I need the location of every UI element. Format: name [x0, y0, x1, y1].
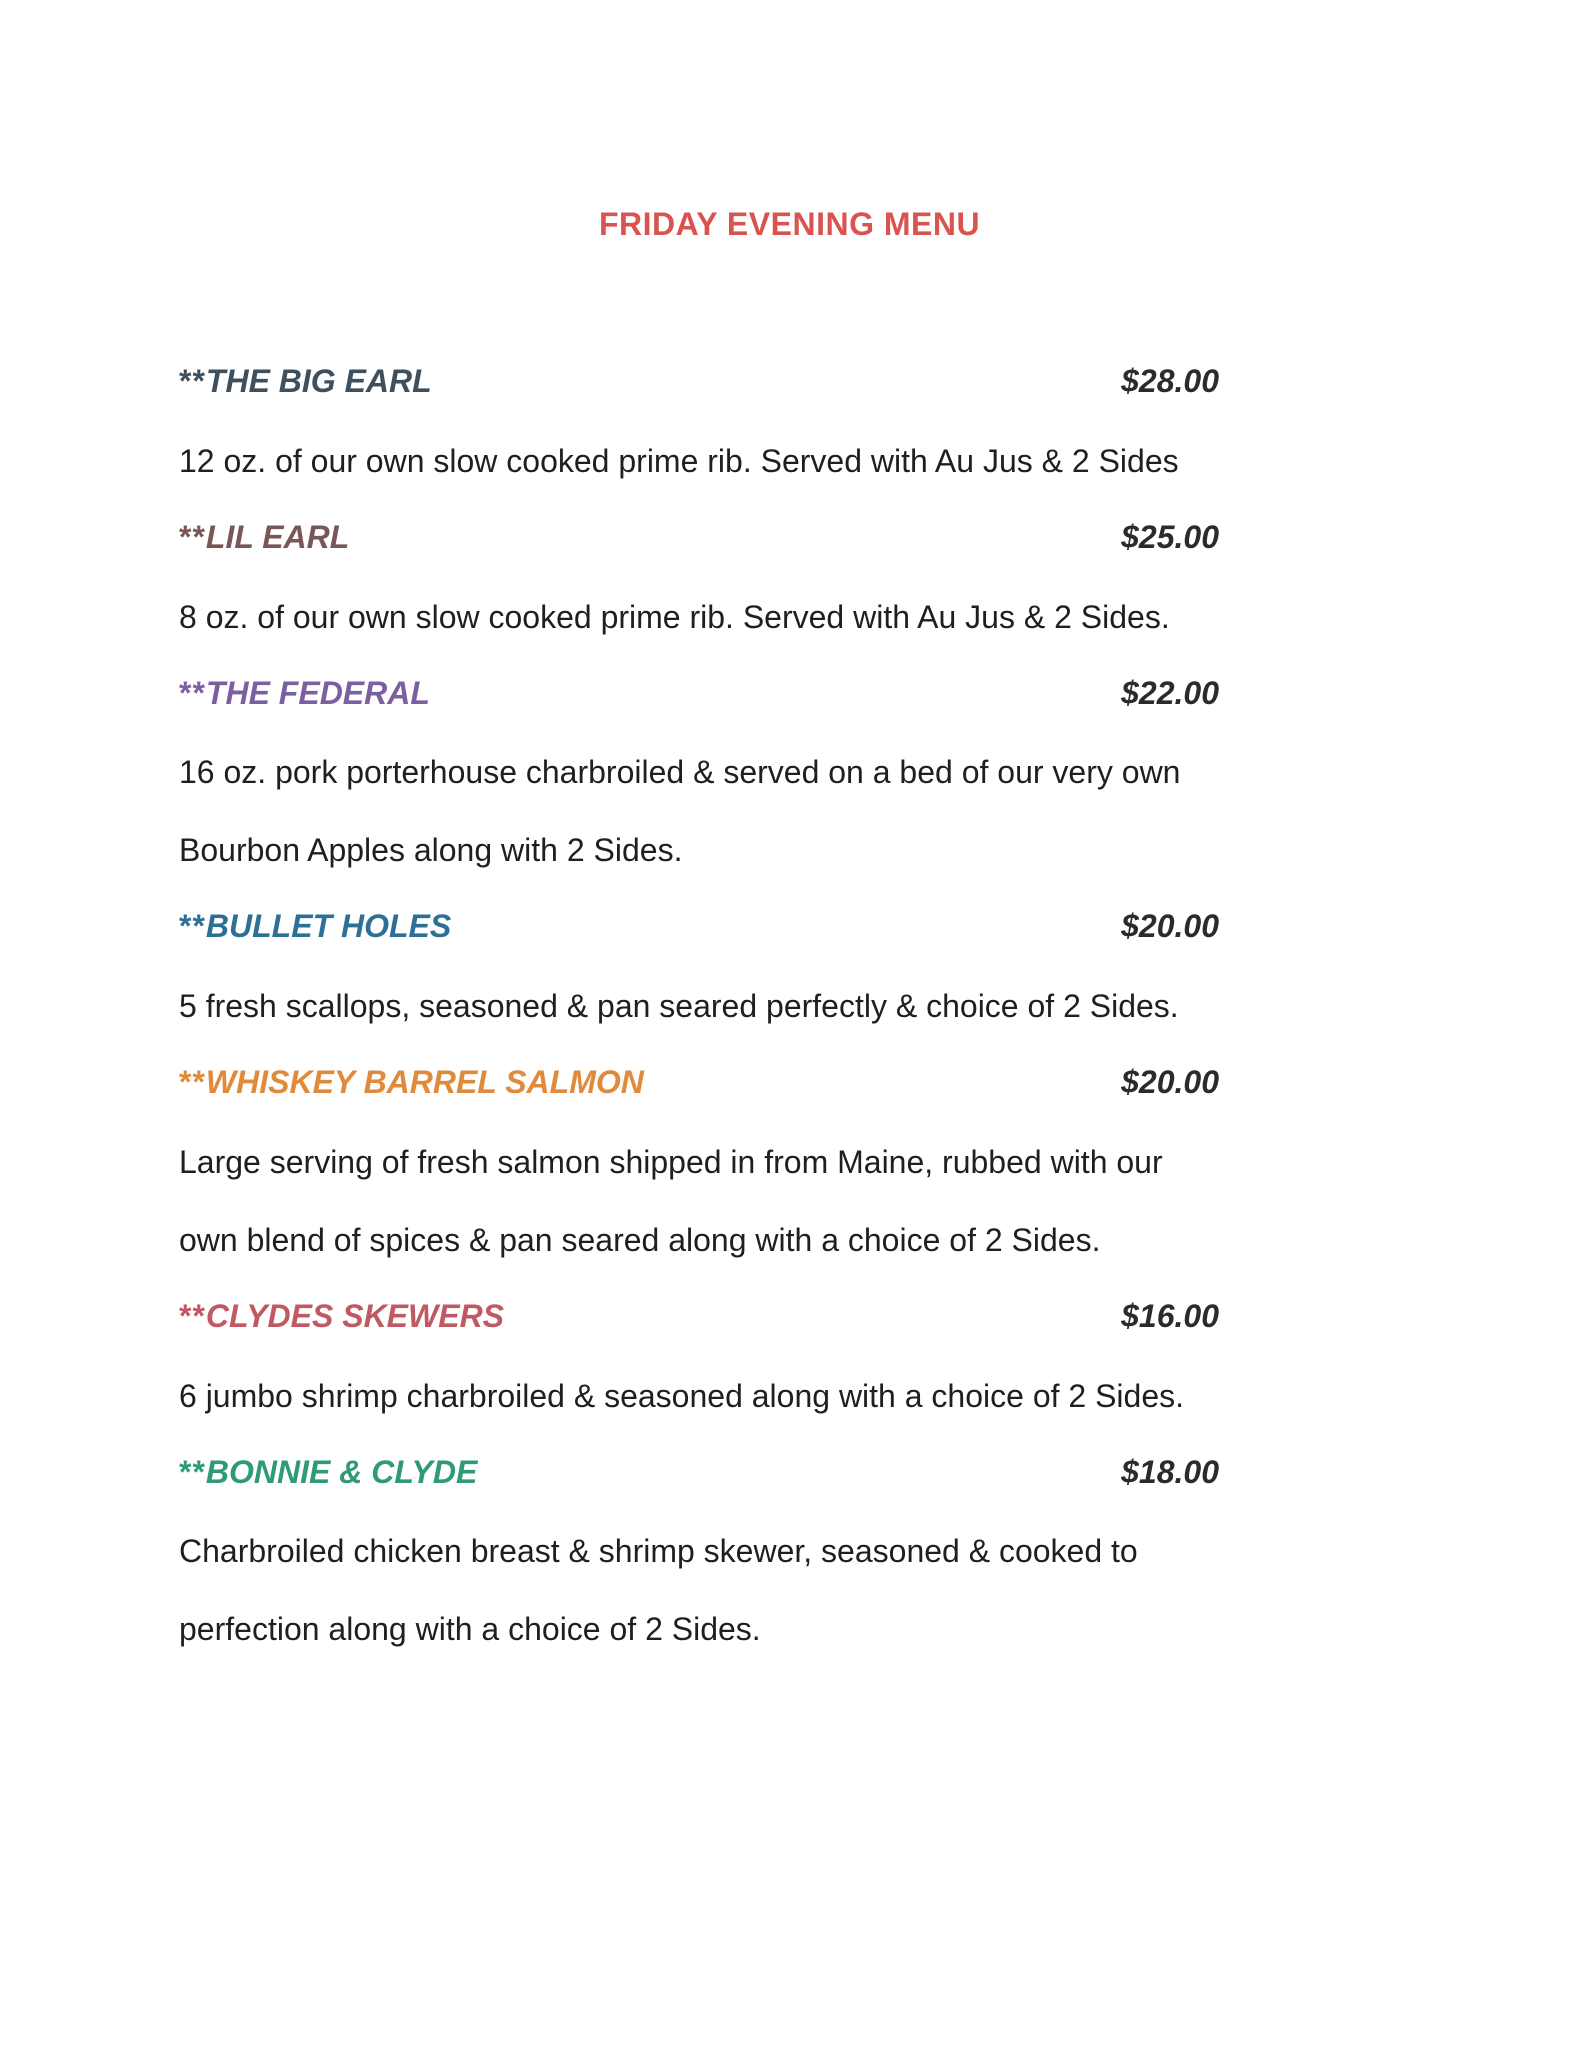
item-description	[179, 1123, 1259, 1279]
menu-item-header	[179, 1454, 1219, 1498]
item-stars: **	[179, 519, 206, 555]
item-stars: **	[179, 908, 206, 944]
item-description-line: 12 oz. of our own slow cooked prime rib. Served with Au Jus & 2 Sides	[179, 443, 1179, 479]
item-price: $20.00	[1121, 908, 1219, 944]
item-description	[179, 578, 1259, 656]
menu-item-header	[179, 908, 1219, 952]
item-description-line: own blend of spices & pan seared along with a choice of 2 Sides.	[179, 1222, 1101, 1258]
item-description	[179, 1512, 1259, 1668]
item-name-text: THE FEDERAL	[205, 675, 430, 711]
item-description-line: Bourbon Apples along with 2 Sides.	[179, 832, 683, 868]
item-price: $18.00	[1121, 1454, 1219, 1490]
item-description-line: perfection along with a choice of 2 Sides.	[179, 1611, 761, 1647]
item-price: $28.00	[1121, 363, 1219, 399]
item-description-line: 5 fresh scallops, seasoned & pan seared perfectly & choice of 2 Sides.	[179, 988, 1179, 1024]
item-price: $16.00	[1121, 1298, 1219, 1334]
item-description-line: 8 oz. of our own slow cooked prime rib. Served with Au Jus & 2 Sides.	[179, 599, 1170, 635]
item-stars: **	[179, 1298, 206, 1334]
menu-item-header	[179, 363, 1219, 407]
item-name	[179, 363, 432, 400]
item-description-line: Large serving of fresh salmon shipped in from Maine, rubbed with our	[179, 1144, 1163, 1180]
menu-item-header	[179, 519, 1219, 563]
item-name-text: BONNIE & CLYDE	[205, 1454, 478, 1490]
item-name	[179, 1064, 644, 1101]
item-description-line: 16 oz. pork porterhouse charbroiled & served on a bed of our very own	[179, 754, 1181, 790]
menu-title: FRIDAY EVENING MENU	[598, 206, 981, 242]
item-description	[179, 967, 1259, 1045]
item-stars: **	[179, 1064, 206, 1100]
menu-item-header	[179, 1064, 1219, 1108]
item-name-text: WHISKEY BARREL SALMON	[205, 1064, 644, 1100]
item-price: $20.00	[1121, 1064, 1219, 1100]
item-description	[179, 1357, 1259, 1435]
item-name	[179, 675, 430, 712]
item-name	[179, 1454, 477, 1491]
item-name-text: LIL EARL	[205, 519, 350, 555]
item-description	[179, 733, 1259, 889]
item-description-line: Charbroiled chicken breast & shrimp skewer, seasoned & cooked to	[179, 1533, 1138, 1569]
item-name	[179, 908, 451, 945]
item-description-line: 6 jumbo shrimp charbroiled & seasoned along with a choice of 2 Sides.	[179, 1378, 1185, 1414]
item-name-text: THE BIG EARL	[205, 363, 432, 399]
item-price: $25.00	[1121, 519, 1219, 555]
item-description	[179, 422, 1259, 500]
item-stars: **	[179, 675, 206, 711]
item-stars: **	[179, 1454, 206, 1490]
item-name-text: BULLET HOLES	[205, 908, 452, 944]
item-name	[179, 1298, 504, 1335]
item-name	[179, 519, 349, 556]
item-price: $22.00	[1121, 675, 1219, 711]
menu-item-header	[179, 675, 1219, 719]
menu-item-header	[179, 1298, 1219, 1342]
item-stars: **	[179, 363, 206, 399]
item-name-text: CLYDES SKEWERS	[205, 1298, 505, 1334]
